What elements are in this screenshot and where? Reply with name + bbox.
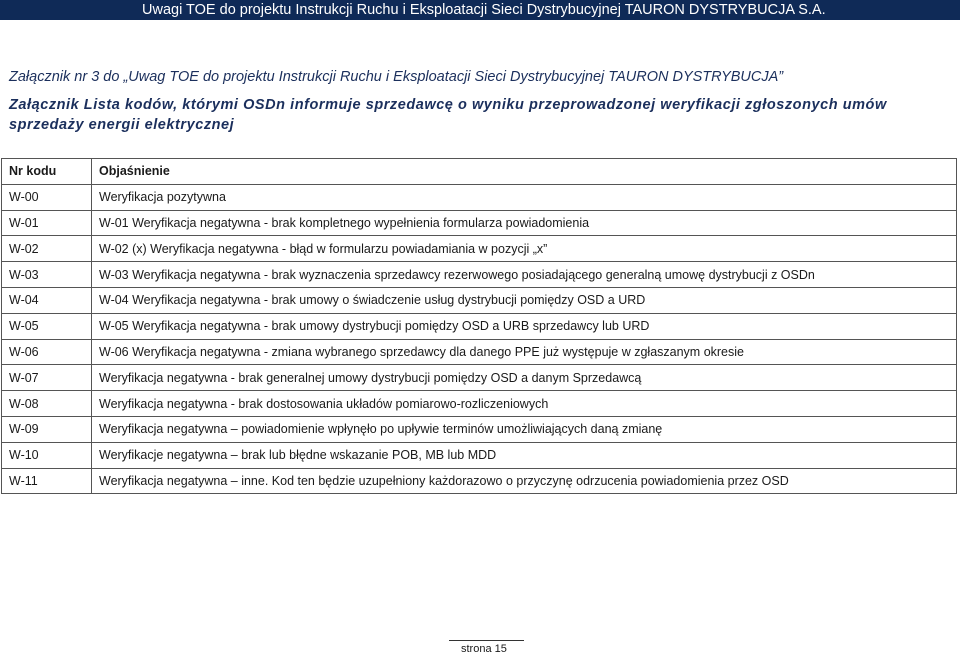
table-row: [2, 210, 957, 236]
column-header-description: Objaśnienie: [92, 159, 957, 185]
page-number: strona 15: [461, 643, 507, 655]
table-row: [2, 391, 957, 417]
table-row: [2, 184, 957, 210]
description-cell: W-03 Weryfikacja negatywna - brak wyznaczenia sprzedawcy rezerwowego posiadającego generalną umowę dystrybucji z OSDn: [92, 262, 957, 288]
table-row: [2, 287, 957, 313]
table-header-row: [2, 159, 957, 185]
section-heading: Załącznik Lista kodów, którymi OSDn informuje sprzedawcę o wyniku przeprowadzonej weryfikacji zgłoszonych umów sprzedaży energii elektrycznej: [9, 97, 887, 133]
code-cell: W-04: [2, 287, 92, 313]
document-header-bar: Uwagi TOE do projektu Instrukcji Ruchu i Eksploatacji Sieci Dystrybucyjnej TAURON DYSTRYBUCJA S.A.: [0, 0, 960, 20]
code-cell: W-08: [2, 391, 92, 417]
code-cell: W-01: [2, 210, 92, 236]
table-row: [2, 416, 957, 442]
codes-table: [1, 158, 957, 494]
column-header-code: Nr kodu: [2, 159, 92, 185]
table-row: [2, 262, 957, 288]
description-cell: W-05 Weryfikacja negatywna - brak umowy dystrybucji pomiędzy OSD a URB sprzedawcy lub URD: [92, 313, 957, 339]
attachment-note: Załącznik nr 3 do „Uwag TOE do projektu Instrukcji Ruchu i Eksploatacji Sieci Dystrybucyjnej TAURON DYSTRYBUCJA”: [9, 69, 784, 85]
code-cell: W-09: [2, 416, 92, 442]
table-row: [2, 468, 957, 494]
code-cell: W-05: [2, 313, 92, 339]
description-cell: Weryfikacja negatywna - brak dostosowania układów pomiarowo-rozliczeniowych: [92, 391, 957, 417]
description-cell: Weryfikacja negatywna – inne. Kod ten będzie uzupełniony każdorazowo o przyczynę odrzucenia powiadomienia przez OSD: [92, 468, 957, 494]
description-cell: Weryfikacje negatywna – brak lub błędne wskazanie POB, MB lub MDD: [92, 442, 957, 468]
description-cell: Weryfikacja pozytywna: [92, 184, 957, 210]
code-cell: W-07: [2, 365, 92, 391]
table-row: [2, 339, 957, 365]
table-row: [2, 236, 957, 262]
description-cell: W-01 Weryfikacja negatywna - brak kompletnego wypełnienia formularza powiadomienia: [92, 210, 957, 236]
code-cell: W-00: [2, 184, 92, 210]
code-cell: W-03: [2, 262, 92, 288]
table-row: [2, 442, 957, 468]
code-cell: W-11: [2, 468, 92, 494]
description-cell: W-06 Weryfikacja negatywna - zmiana wybranego sprzedawcy dla danego PPE już występuje w zgłaszanym okresie: [92, 339, 957, 365]
code-cell: W-02: [2, 236, 92, 262]
description-cell: W-04 Weryfikacja negatywna - brak umowy o świadczenie usług dystrybucji pomiędzy OSD a URD: [92, 287, 957, 313]
description-cell: W-02 (x) Weryfikacja negatywna - błąd w formularzu powiadamiania w pozycji „x”: [92, 236, 957, 262]
code-cell: W-10: [2, 442, 92, 468]
footer-divider: [449, 640, 524, 641]
code-cell: W-06: [2, 339, 92, 365]
description-cell: Weryfikacja negatywna - brak generalnej umowy dystrybucji pomiędzy OSD a danym Sprzedawcą: [92, 365, 957, 391]
description-cell: Weryfikacja negatywna – powiadomienie wpłynęło po upływie terminów umożliwiających daną zmianę: [92, 416, 957, 442]
table-row: [2, 365, 957, 391]
table-row: [2, 313, 957, 339]
